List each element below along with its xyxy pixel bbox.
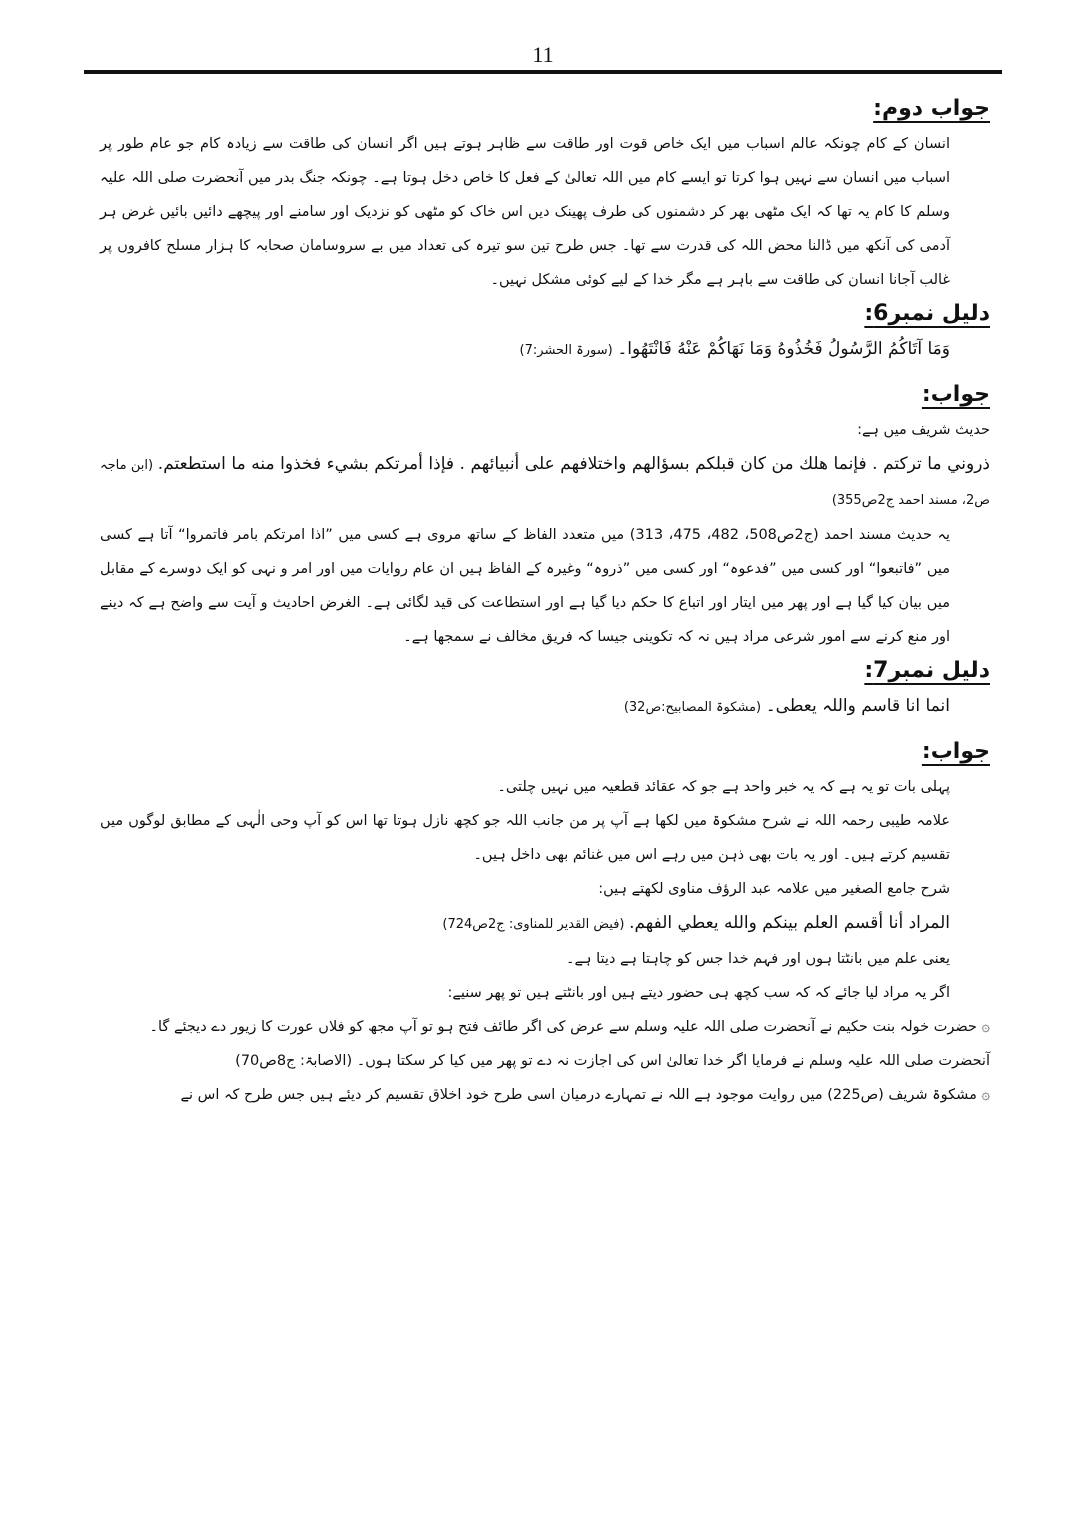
page-number: 11 — [532, 42, 554, 67]
bullet-item — [100, 1078, 990, 1112]
answer7-heading: جواب: — [921, 739, 990, 764]
answer7-line: یعنی علم میں بانٹتا ہوں اور فہم خدا جس کو چاہتا ہے دیتا ہے۔ — [566, 951, 950, 967]
answer2-text: انسان کے کام چونکہ عالم اسباب میں ایک خاص قوت اور طاقت سے ظاہر ہوتے ہیں اگر انسان کی طاقت سے زیادہ کام جو عام طور پر اسباب میں انسان سے نہیں ہوا کرتا تو ایسے کام میں اللہ تعالیٰ کے فعل کا خاص دخل ہوتا ہے۔ چونکہ جنگ بدر میں آنحضرت صلی اللہ علیہ وسلم کا کام یہ تھا کہ ایک مٹھی بھر کر دشمنوں کی طرف پھینک دیں اس خاک کو مٹھی کو نزدیک اور سامنے اور پیچھے دائیں بائیں غرض ہر آدمی کی آنکھ میں ڈالنا محض اللہ کی قدرت سے تھا۔ جس طرح تین سو تیرہ کی تعداد میں بے سروسامان صحابہ کا ہزار مسلح کافروں پر غالب آجانا انسان کی طاقت سے باہر ہے مگر خدا کے لیے کوئی مشکل نہیں۔ — [100, 136, 950, 288]
bullet-text: حضرت خولہ بنت حکیم نے آنحضرت صلی اللہ علیہ وسلم سے عرض کی اگر طائف فتح ہو تو آپ مجھ کو فلاں عورت کا زیور دے دیجئے گا۔ — [149, 1019, 977, 1035]
answer7-quote-line — [100, 906, 990, 942]
bullet-continuation: آنحضرت صلی اللہ علیہ وسلم نے فرمایا اگر خدا تعالیٰ اس کی اجازت نہ دے تو پھر میں کیا کر سکتا ہوں۔ (الاصابۃ: ج8ص70) — [235, 1053, 990, 1069]
answer6-hadith: ذروني ما تركتم . فإنما هلك من كان قبلكم بسؤالهم واختلافهم على أنبيائهم . فإذا أمرتكم بشيء فخذوا منه ما استطعتم. — [157, 454, 990, 474]
header-rule — [84, 70, 1002, 74]
answer6-intro: حدیث شریف میں ہے: — [857, 422, 990, 438]
answer7-line: پہلی بات تو یہ ہے کہ یہ خبر واحد ہے جو کہ عقائد قطعیہ میں نہیں چلتی۔ — [497, 779, 950, 795]
star-bullet-icon: ۞ — [981, 1087, 990, 1103]
answer7-line: اگر یہ مراد لیا جائے کہ کہ سب کچھ ہی حضور دیتے ہیں اور بانٹتے ہیں تو پھر سنیے: — [447, 985, 950, 1001]
page-content — [100, 92, 990, 1112]
proof7-hadith-ref: (مشکوۃ المصابیح:ص32) — [623, 700, 762, 715]
answer7-line: شرح جامع الصغیر میں علامہ عبد الرؤف مناوی لکھتے ہیں: — [598, 881, 950, 897]
bullet-text: مشکوۃ شریف (ص225) میں روایت موجود ہے اللہ نے تمہارے درمیان اسی طرح خود اخلاق تقسیم کر دیئے ہیں جس طرح کہ اس نے — [180, 1087, 977, 1103]
answer7-quote: المراد أنا أقسم العلم بينكم والله يعطي الفهم. — [629, 913, 950, 933]
proof7-hadith: انما انا قاسم واللہ یعطی۔ — [765, 696, 950, 716]
answer6-hadith-ref: (ابن ماجہ ص2، مسند احمد ج2ص355) — [100, 458, 990, 508]
answer6-text: یہ حدیث مسند احمد (ج2ص508، 482، 475، 313) میں متعدد الفاظ کے ساتھ مروی ہے کسی میں ”اذا امرتکم بامر فاتمروا“ آتا ہے کسی میں ”فاتبعوا“ اور کسی میں ”فدعوہ“ اور کسی میں ”ذروہ“ وغیرہ کے الفاظ ہیں ان عام روایات میں اور امر و نہی کو ایک دوسرے کے مقابل میں بیان کیا گیا ہے اور پھر میں ایتار اور اتباع کا حکم دیا گیا ہے اور استطاعت کی قید لگائی ہے۔ الغرض احادیث و آیت سے واضح ہے کہ دینے اور منع کرنے سے امور شرعی مراد ہیں نہ کہ تکوینی جیسا کہ فریق مخالف نے سمجھا ہے۔ — [100, 527, 950, 645]
proof6-heading: دلیل نمبر6: — [864, 301, 990, 326]
answer6-heading: جواب: — [921, 382, 990, 407]
proof6-verse-line — [100, 332, 990, 368]
proof7-hadith-line — [100, 689, 990, 725]
bullet-item — [100, 1010, 990, 1044]
answer2-heading: جواب دوم: — [873, 96, 990, 121]
answer7-quote-ref: (فیض القدیر للمناوی: ج2ص724) — [442, 917, 625, 932]
answer6-hadith-block — [100, 447, 990, 518]
star-bullet-icon: ۞ — [981, 1019, 990, 1035]
proof6-verse: وَمَا آتَاكُمُ الرَّسُولُ فَخُذُوهُ وَمَا نَهَاكُمْ عَنْهُ فَانْتَهُوا۔ — [617, 339, 950, 359]
proof7-heading: دلیل نمبر7: — [864, 658, 990, 683]
proof6-verse-ref: (سورۃ الحشر:7) — [519, 343, 613, 358]
answer7-line: علامہ طیبی رحمہ اللہ نے شرح مشکوۃ میں لکھا ہے آپ پر من جانب اللہ جو کچھ نازل ہوتا تھا اس کو آپ وحی الٰہی کے مطابق لوگوں میں تقسیم کرتے ہیں۔ اور یہ بات بھی ذہن میں رہے اس میں غنائم بھی داخل ہیں۔ — [100, 813, 950, 863]
